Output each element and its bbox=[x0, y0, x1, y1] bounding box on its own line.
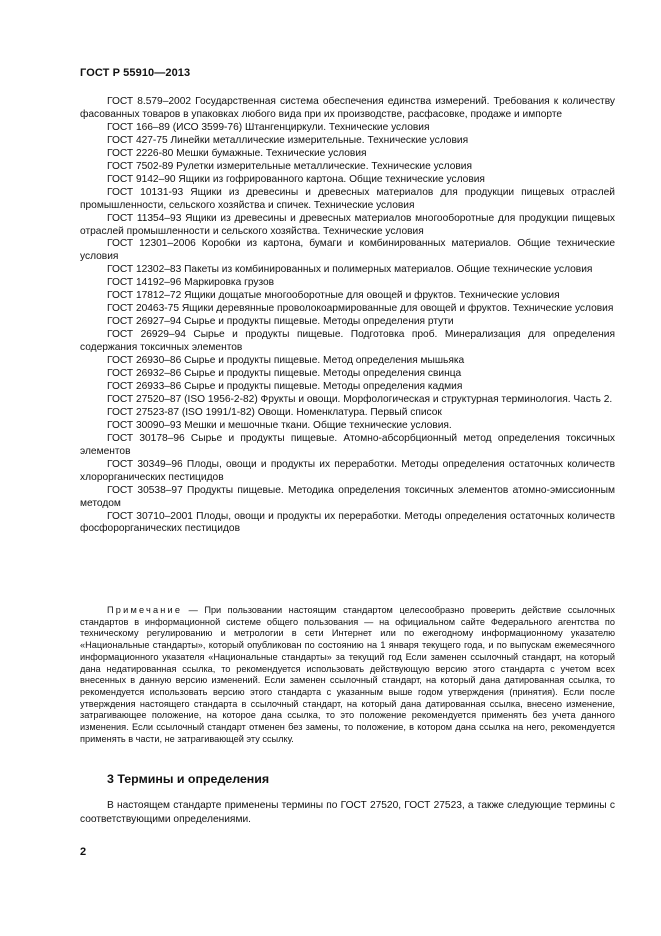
section-title: 3 Термины и определения bbox=[107, 772, 270, 786]
reference-item: ГОСТ 26932–86 Сырье и продукты пищевые. Методы определения свинца bbox=[107, 368, 462, 380]
reference-item: ГОСТ 14192–96 Маркировка грузов bbox=[107, 277, 275, 289]
reference-item: ГОСТ 30538–97 Продукты пищевые. Методика определения токсичных элементов атомно-эмиссионным методом bbox=[80, 484, 615, 509]
reference-item: ГОСТ 27523-87 (ISO 1991/1-82) Овощи. Номенклатура. Первый список bbox=[107, 406, 442, 418]
note-block bbox=[80, 605, 615, 745]
reference-item: ГОСТ 30710–2001 Плоды, овощи и продукты их переработки. Методы определения остаточных количеств фосфорорганических пестицидов bbox=[80, 510, 615, 535]
reference-item: ГОСТ 8.579–2002 Государственная система обеспечения единства измерений. Требования к количеству фасованных товаров в упаковках любого вида при их производстве, расфасовке, продаже и импорте bbox=[80, 96, 615, 120]
reference-item: ГОСТ 12302–83 Пакеты из комбинированных и полимерных материалов. Общие технические условия bbox=[107, 264, 593, 276]
section-body bbox=[80, 799, 615, 826]
reference-item: ГОСТ 20463-75 Ящики деревянные проволокоармированные для овощей и фруктов. Технические условия bbox=[107, 303, 614, 315]
document-header: ГОСТ Р 55910—2013 bbox=[80, 67, 191, 79]
reference-item: ГОСТ 30090–93 Мешки и мешочные ткани. Общие технические условия. bbox=[107, 419, 452, 431]
reference-item: ГОСТ 26929–94 Сырье и продукты пищевые. Подготовка проб. Минерализация для определения содержания токсичных элементов bbox=[80, 329, 615, 354]
reference-item: ГОСТ 166–89 (ИСО 3599-76) Штангенциркули. Технические условия bbox=[107, 121, 430, 133]
reference-item: ГОСТ 9142–90 Ящики из гофрированного картона. Общие технические условия bbox=[107, 173, 485, 185]
reference-item: ГОСТ 17812–72 Ящики дощатые многооборотные для овощей и фруктов. Технические условия bbox=[107, 290, 560, 302]
reference-item: ГОСТ 2226-80 Мешки бумажные. Технические условия bbox=[107, 147, 367, 159]
note-label: Примечание bbox=[107, 605, 183, 615]
reference-item: ГОСТ 30349–96 Плоды, овощи и продукты их переработки. Методы определения остаточных количеств хлорорганических пестицидов bbox=[80, 458, 615, 483]
reference-item: ГОСТ 30178–96 Сырье и продукты пищевые. Атомно-абсорбционный метод определения токсичных элементов bbox=[80, 432, 615, 457]
reference-item: ГОСТ 7502-89 Рулетки измерительные металлические. Технические условия bbox=[107, 160, 473, 172]
normative-references-list bbox=[80, 96, 615, 536]
reference-item: ГОСТ 26927–94 Сырье и продукты пищевые. Методы определения ртути bbox=[107, 316, 454, 328]
reference-item: ГОСТ 10131-93 Ящики из древесины и древесных материалов для продукции пищевых отраслей промышленности, сельского хозяйства и спичек. Технические условия bbox=[80, 186, 615, 211]
reference-item: ГОСТ 27520–87 (ISO 1956-2-82) Фрукты и овощи. Морфологическая и структурная терминология. Часть 2. bbox=[107, 393, 613, 405]
reference-item: ГОСТ 11354–93 Ящики из древесины и древесных материалов многооборотные для продукции пищевых отраслей промышленности и сельского хозяйства. Технические условия bbox=[80, 212, 615, 237]
note-paragraph bbox=[80, 605, 615, 745]
reference-item: ГОСТ 26933–86 Сырье и продукты пищевые. Методы определения кадмия bbox=[107, 380, 463, 392]
section-paragraph: В настоящем стандарте применены термины по ГОСТ 27520, ГОСТ 27523, а также следующие термины с соответствующими определениями. bbox=[80, 800, 615, 825]
reference-item: ГОСТ 12301–2006 Коробки из картона, бумаги и комбинированных материалов. Общие технические условия bbox=[80, 238, 615, 263]
note-text: — При пользовании настоящим стандартом целесообразно проверить действие ссылочных стандартов в информационной системе общего пользования — на официальном сайте Федерального агентства по техническому регулированию и метрологии в сети Интернет или по ежегодному информационному указателю «Национальные стандарты», который опубликован по состоянию на 1 января текущего года, и по выпускам ежемесячного информационного указателя «Национальные стандарты» за текущий год Если заменен ссылочный стандарт, на который дана недатированная ссылка, то рекомендуется использовать действующую версию этого стандарта с учетом всех внесенных в данную версию изменений. Если заменен ссылочный стандарт, на который дана датированная ссылка, то рекомендуется использовать версию этого стандарта с указанным выше годом утверждения (принятия). Если после утверждения настоящего стандарта в ссылочный стандарт, на который дана датированная ссылка, внесено изменение, затрагивающее положение, на которое дана ссылка, то это положение рекомендуется применять без учета данного изменения. Если ссылочный стандарт отменен без замены, то положение, в котором дана ссылка на него, рекомендуется применять в части, не затрагивающей эту ссылку. bbox=[80, 605, 615, 744]
reference-item: ГОСТ 26930–86 Сырье и продукты пищевые. Метод определения мышьяка bbox=[107, 355, 465, 367]
page-number: 2 bbox=[80, 846, 87, 858]
reference-item: ГОСТ 427-75 Линейки металлические измерительные. Технические условия bbox=[107, 134, 469, 146]
